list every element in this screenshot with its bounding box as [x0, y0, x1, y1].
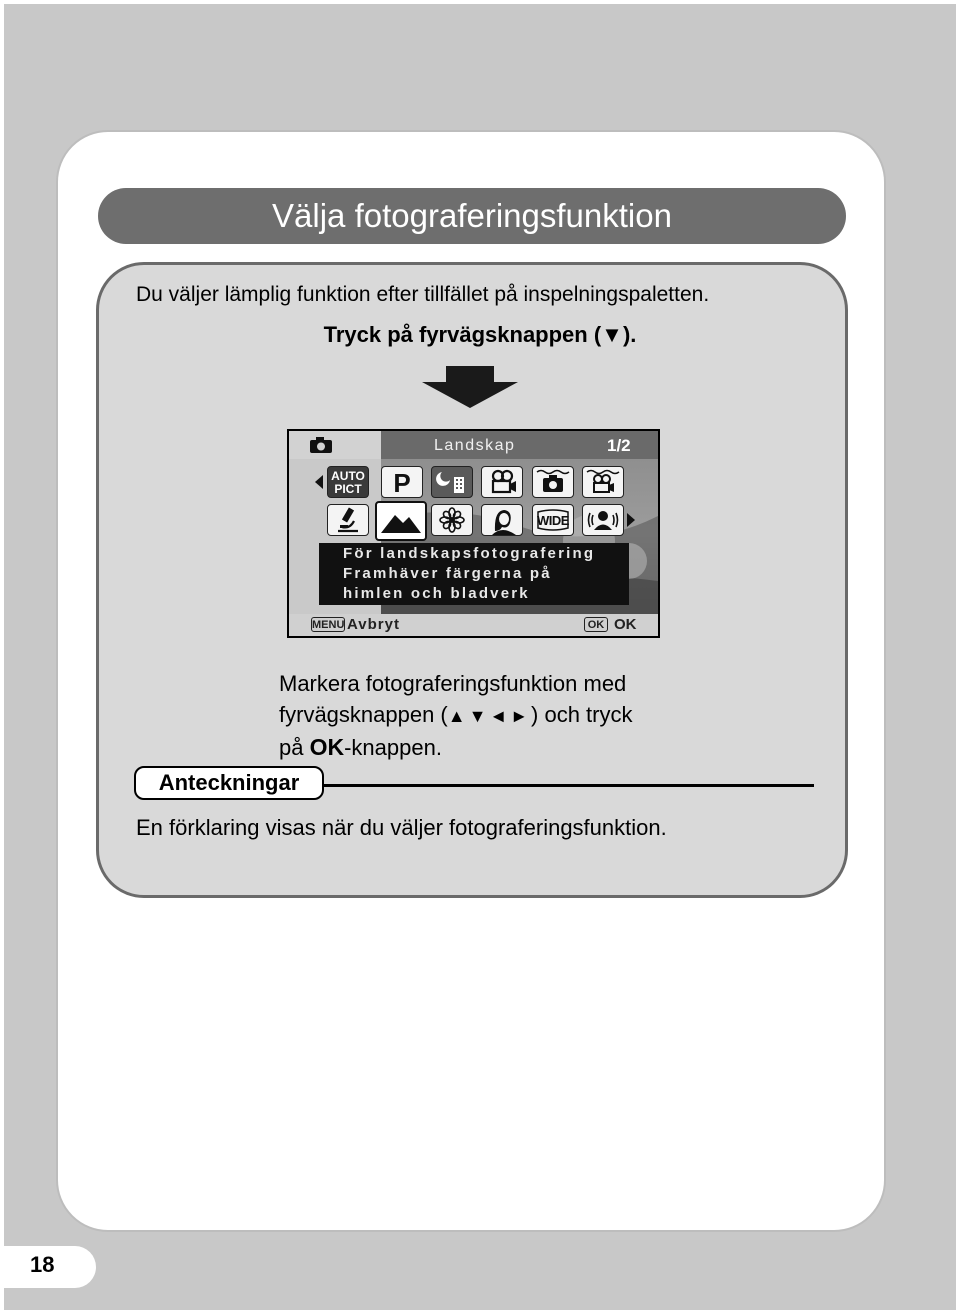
flower-mode-icon[interactable] [431, 504, 473, 536]
four-way-arrows-icon: ▲▼◄► [447, 706, 532, 726]
movie-mode-icon[interactable] [481, 466, 523, 498]
ok-label: OK [614, 616, 637, 633]
underwater-mode-icon[interactable] [532, 466, 574, 498]
digital-sr-icon [583, 505, 623, 535]
screen-footer [289, 614, 658, 636]
auto-pict-mode-icon[interactable]: AUTO PICT [327, 466, 369, 498]
wide-mode-icon[interactable]: WIDE [532, 504, 574, 536]
ok-button-symbol: OK [309, 734, 345, 760]
underwater-icon [533, 467, 573, 497]
step1-text: Tryck på fyrvägsknappen (▼). [323, 322, 637, 347]
flower-icon [432, 505, 472, 535]
notes-heading: Anteckningar [134, 766, 324, 800]
intro-text: Du väljer lämplig funktion efter tillfället på inspelningspaletten. [136, 283, 710, 306]
mode-name: Landskap [434, 437, 516, 454]
step2-text: Markera fotograferingsfunktion med fyrvägsknappen (▲▼◄►) och tryck på OK-knappen. [279, 671, 633, 760]
digital-microscope-icon [328, 505, 368, 535]
screen-header [289, 431, 658, 459]
page-indicator: 1/2 [607, 436, 631, 455]
mode-description: För landskapsfotografering Framhäver färgerna på himlen och bladverk [319, 543, 629, 605]
scroll-left-icon[interactable] [315, 475, 323, 489]
scroll-right-icon[interactable] [627, 513, 635, 527]
night-scene-mode-icon[interactable] [431, 466, 473, 498]
page-title: Välja fotograferingsfunktion [98, 188, 846, 244]
cancel-label: Avbryt [347, 616, 400, 633]
camera-screen [287, 429, 660, 638]
night-scene-icon [432, 467, 472, 497]
portrait-mode-icon[interactable] [481, 504, 523, 536]
digital-microscope-mode-icon[interactable] [327, 504, 369, 536]
underwater-movie-mode-icon[interactable] [582, 466, 624, 498]
page-number: 18 [30, 1252, 55, 1277]
landscape-mode-icon[interactable] [375, 501, 427, 541]
underwater-movie-icon [583, 467, 623, 497]
movie-icon [482, 467, 522, 497]
camera-icon [309, 436, 333, 454]
program-mode-icon[interactable]: P [381, 466, 423, 498]
landscape-icon [377, 503, 425, 539]
digital-sr-mode-icon[interactable] [582, 504, 624, 536]
menu-key-icon[interactable]: MENU [312, 619, 345, 631]
down-arrow-icon [420, 366, 520, 408]
portrait-icon [482, 505, 522, 535]
notes-text: En förklaring visas när du väljer fotograferingsfunktion. [136, 815, 667, 840]
notes-divider [324, 784, 814, 787]
ok-key-icon[interactable]: OK [584, 617, 608, 632]
